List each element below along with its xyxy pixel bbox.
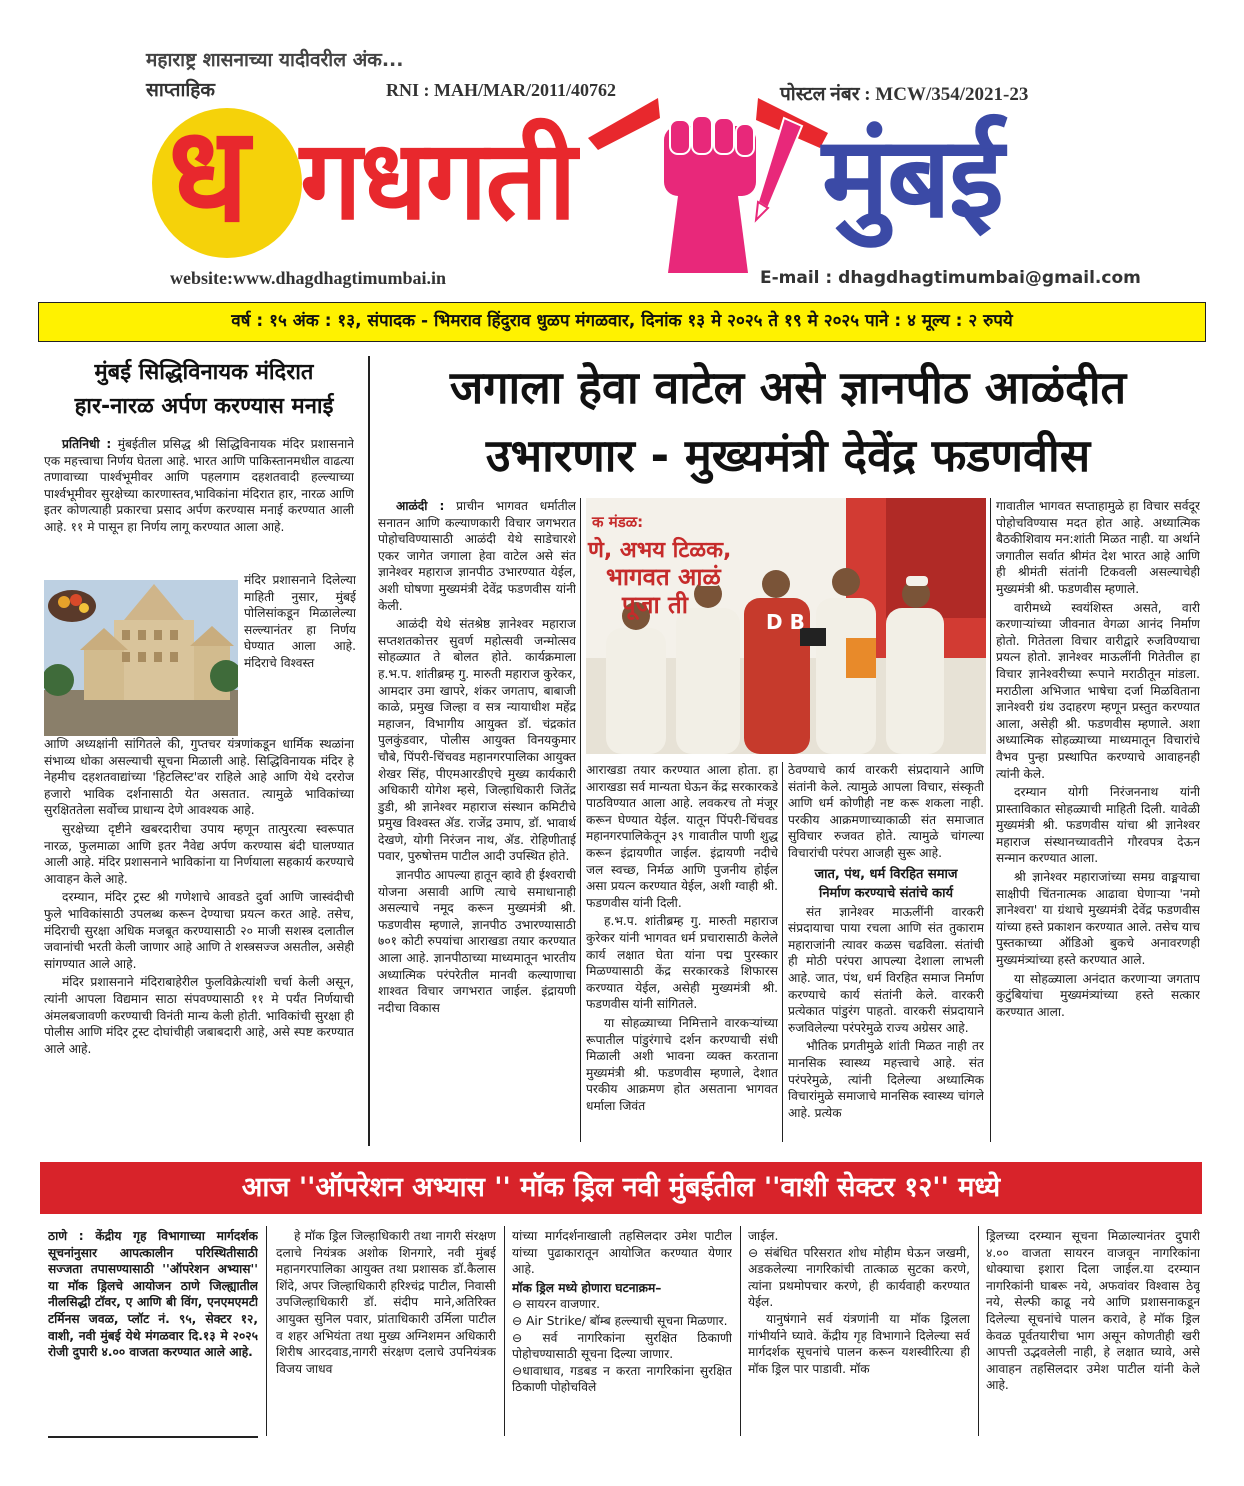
logo-circle-letter: ध [168, 98, 250, 252]
bottom-b3-heading: मॉक ड्रिल मध्ये होणारा घटनाक्रम– [512, 1280, 662, 1295]
photo-banner-1: क मंडळ: [592, 513, 644, 531]
main-c1c-text: ज्ञानपीठ आपल्या हातून व्हावे ही ईश्वराची योजना असावी आणि त्याचे समाधानाही असल्याचे नमूद करून मुख्यमंत्री श्री. फडणवीस म्हणाले, ज्ञानपीठ उभारण्यासाठी ७०१ कोटी रुपयांचा आराखडा तयार करण्यात आला आहे. ज्ञानपीठाच्या माध्यमातून भारतीय अध्यात्मिक परंपरेतील मानवी कल्याणाचा शाश्वत विचार जगभरात जाईल. इंद्रायणी नदीचा विकास [378, 868, 576, 1015]
bottom-b2-text: हे मॉक ड्रिल जिल्हाधिकारी तथा नागरी संरक्षण दलाचे नियंत्रक अशोक शिनगारे, नवी मुंबई महानगरपालिका आयुक्त तथा प्रशासक डॉ.कैलास शिंदे, अपर जिल्हाधिकारी हरिश्चंद्र पाटील, निवासी उपजिल्हाधिकारी डॉ. संदीप माने,अतिरिक्त आयुक्त सुनिल पवार, प्रांताधिकारी उर्मिला पाटील व शहर अभियंता तथा मुख्य अग्निशमन अधिकारी शिरीष आरदवाड,नागरी संरक्षण दलाचे उपनियंत्रक विजय जाधव [276, 1229, 496, 1376]
main-headline-line-1: जगाला हेवा वाटेल असे ज्ञानपीठ आळंदीत [449, 361, 1127, 414]
bottom-b5-text: ड्रिलच्या दरम्यान सूचना मिळाल्यानंतर दुपारी ४.०० वाजता सायरन वाजवून नागरिकांना धोक्याचा इशारा दिला जाईल.या दरम्यान नागरिकांनी घाबरू नये, अफवांवर विश्वास ठेवू नये, सेल्फी काढू नये आणि प्रशासनाकडून दिलेल्या सूचनांचे पालन करावे, हे मॉक ड्रिल केवळ पूर्वतयारीचा भाग असून कोणतीही खरी आपत्ती उद्भवलेली नाही, हे लक्षात घ्यावे, असे आवाहन तहसिलदार उमेश पाटील यांनी केले आहे. [986, 1229, 1200, 1393]
fist-pen-icon [588, 98, 828, 273]
info-bar-text: वर्ष : १५ अंक : १३, संपादक - भिमराव हिंदुराव धुळप मंगळवार, दिनांक १३ मे २०२५ ते १९ मे २०२५ पाने : ४ मूल्य : २ रुपये [231, 311, 1013, 331]
main-col-divider-1 [580, 498, 581, 1142]
rni-number: RNI : MAH/MAR/2011/40762 [386, 80, 616, 100]
bottom-b3-item-4: ⊖धावाधाव, गडबड न करता नागरिकांना सुरक्षित ठिकाणी पोहोचविले [512, 1363, 732, 1395]
main-col-2 [586, 762, 778, 1142]
bottom-b3-item-3: ⊖ सर्व नागरिकांना सुरक्षित ठिकाणी पोहोचण्यासाठी सूचना दिल्या जाणार. [512, 1330, 732, 1362]
weekly-label: साप्ताहिक [146, 79, 215, 101]
main-c3-subhead-2: निर्माण करण्याचे संतांचे कार्य [818, 885, 954, 901]
side-p1b-text: मंदिर प्रशासनाने दिलेल्या माहिती नुसार, मुंबई पोलिसांकडून मिळालेल्या सल्ल्यानंतर हा निर्णय घेण्यात आला आहे. मंदिराचे विश्वस्त [244, 573, 356, 670]
main-c3-subhead-1: जात, पंथ, धर्म विरहित समाज [814, 866, 958, 882]
bottom-col-1-underline [48, 1436, 258, 1438]
side-headline-line-2: हार-नारळ अर्पण करण्यास मनाई [74, 394, 334, 419]
bottom-col-4 [748, 1228, 970, 1438]
gov-list-line: महाराष्ट्र शासनाच्या यादीवरील अंक... [146, 49, 404, 71]
info-bar [38, 302, 1206, 342]
main-col-divider-3 [990, 498, 991, 1142]
main-c2c-text: या सोहळ्याच्या निमित्ताने वारकऱ्यांच्या रूपातील पांडुरंगाचे दर्शन करण्याची संधी मिळाली अशी भावना व्यक्त करताना मुख्यमंत्री श्री. फडणवीस म्हणाले, देशात परकीय आक्रमण होत असताना भागवत धर्माला जिवंत [586, 1015, 778, 1113]
side-story-body [44, 736, 354, 1142]
main-c4b-text: वारीमध्ये स्वयंशिस्त असते, वारी करणाऱ्यांच्या जीवनात वेगळा आनंद निर्माण होतो. गितेतला विचार वारीद्वारे रुजविण्याचा प्रयत्न होतो. ज्ञानेश्वर माऊलींनी गितेतील हा विचार ज्ञानेश्वरीच्या रूपाने मराठीतून मांडला. मराठीला अभिजात भाषेचा दर्जा मिळविताना ज्ञानेश्वरी ग्रंथ उदाहरण म्हणून प्रस्तुत करण्यात आला, असेही श्री. फडणवीस म्हणाले. अशा अध्यात्मिक सोहळ्याच्या माध्यमातून विचारांचे वैभव पुन्हा प्रस्थापित करण्याचे आवाहनही त्यांनी केले. [996, 600, 1200, 781]
bottom-banner [40, 1162, 1202, 1214]
side-headline-line-1: मुंबई सिद्धिविनायक मंदिरात [94, 360, 314, 385]
main-c3c-text: भौतिक प्रगतीमुळे शांती मिळत नाही तर मानसिक स्वास्थ्य महत्त्वाचे आहे. संत परंपरेमुळे, त्यांनी दिलेल्या अध्यात्मिक विचारांमुळे समाजाचे मानसिक स्वास्थ्य चांगले आहे. प्रत्येक [788, 1039, 984, 1120]
main-col-4 [996, 498, 1200, 1142]
temple-photo [44, 580, 238, 736]
postal-number: पोस्टल नंबर : MCW/354/2021-23 [780, 84, 1029, 105]
bottom-col-2 [276, 1228, 496, 1438]
main-c2-text: आराखडा तयार करण्यात आला होता. हा आराखडा सर्व मान्यता घेऊन केंद्र सरकारकडे पाठविण्यात आला आहे. लवकरच तो मंजूर करून घेण्यात येईल. यातून पिंपरी-चिंचवड महानगरपालिकेतून ३९ गावातील पाणी शुद्ध करून इंद्रायणीत जाईल. इंद्रायणी नदीचे जल स्वच्छ, निर्मळ आणि पुजनीय होईल असा प्रयत्न करण्यात येईल, अशी ग्वाही श्री. फडणवीस यांनी दिली. [586, 763, 778, 910]
logo-red-text: गधगती [300, 116, 575, 244]
logo-blue-text: मुंबई [822, 113, 1002, 243]
main-col-3 [788, 762, 984, 1142]
bottom-col-divider-2 [504, 1226, 505, 1436]
side-p2-text: आणि अध्यक्षांनी सांगितले की, गुप्तचर यंत्रणांकडून धार्मिक स्थळांना संभाव्य धोका असल्याची सूचना मिळाली आहे. सिद्धिविनायक मंदिर हे नेहमीच दहशतवाद्यांच्या 'हिटलिस्ट'वर राहिले आहे आणि येथे दररोज हजारो भाविक दर्शनासाठी येत असतात. त्यामुळे भाविकांच्या सुरक्षिततेला सर्वोच्च प्राधान्य देणे आवश्यक आहे. [44, 737, 354, 818]
main-headline [372, 354, 1204, 490]
main-photo [586, 498, 986, 754]
main-c4e-text: या सोहळ्याला अनंदात करणाऱ्या जगताप कुटुंबियांचा मुख्यमंत्र्यांच्या हस्ते सत्कार करण्यात आला. [996, 971, 1200, 1019]
main-c2b-text: ह.भ.प. शांतीब्रम्ह गु. मारुती महाराज कुरेकर यांनी भागवत धर्म प्रचारासाठी केलेले कार्य लक्षात घेता यांना पद्म पुरस्कार मिळण्यासाठी केंद्र सरकारकडे शिफारस करण्यात येईल, असेही मुख्यमंत्री श्री. फडणवीस यांनी सांगितले. [586, 914, 778, 1012]
masthead [0, 0, 1244, 300]
bottom-b4-text: जाईल. [748, 1229, 779, 1243]
photo-banner-3: भागवत आळं [606, 563, 721, 591]
side-p1-text: मुंबईतील प्रसिद्ध श्री सिद्धिविनायक मंदिर प्रशासनाने एक महत्त्वाचा निर्णय घेतला आहे. भारत आणि पाकिस्तानमधील वाढत्या तणावाच्या पार्श्वभूमीवर आणि पहलगाम दहशतवादी हल्ल्याच्या पार्श्वभूमीवर सुरक्षेच्या कारणास्तव,भाविकांना मंदिरात हार, नारळ आणि इतर कोणत्याही प्रकारचा प्रसाद अर्पण करण्यास मनाई करण्यात आली आहे. ११ मे पासून हा निर्णय लागू करण्यात आला आहे. [44, 437, 354, 534]
bottom-banner-text: आज ''ऑपरेशन अभ्यास '' मॉक ड्रिल नवी मुंबईतील ''वाशी सेक्टर १२'' मध्ये [241, 1172, 1001, 1203]
side-lead-bold: प्रतिनिधी : [62, 437, 112, 451]
bottom-b3-item-2: ⊖ Air Strike/ बॉम्ब हल्ल्याची सूचना मिळणार. [512, 1313, 728, 1328]
main-c4c-text: दरम्यान योगी निरंजननाथ यांनी प्रास्ताविकात सोहळ्याची माहिती दिली. यावेळी मुख्यमंत्री श्री. फडणवीस यांचा श्री ज्ञानेश्वर महाराज संस्थानच्यावतीने गौरवपत्र देऊन सन्मान करण्यात आला. [996, 785, 1200, 866]
email: E-mail : dhagdhagtimumbai@gmail.com [760, 268, 1141, 288]
main-col-1 [378, 498, 576, 1142]
side-story-headline [44, 356, 364, 424]
side-story-p1b [244, 572, 356, 742]
photo-banner-2: णे, अभय टिळक, [588, 538, 732, 563]
bottom-col-5 [986, 1228, 1200, 1438]
side-story-divider [368, 356, 370, 1146]
bottom-b3-intro: यांच्या मार्गदर्शनाखाली तहसिलदार उमेश पाटील यांच्या पुढाकारातून आयोजित करण्यात येणार आहे. [512, 1229, 732, 1277]
photo-banner-5: D B [766, 610, 805, 634]
bottom-b4-item-1: ⊖ संबंधित परिसरात शोध मोहीम घेऊन जखमी, अडकलेल्या नागरिकांची तात्काळ सुटका करणे, त्यांना प्रथमोपचार करणे, ही कार्यवाही करण्यात येईल. [748, 1245, 970, 1310]
bottom-col-3 [512, 1228, 732, 1438]
side-p3-text: सुरक्षेच्या दृष्टीने खबरदारीचा उपाय म्हणून तात्पुरत्या स्वरूपात नारळ, फुलमाळा आणि इतर नैवेद्य अर्पण करण्यास बंदी घालण्यात आली आहे. मंदिर प्रशासनाने भाविकांना या निर्णयाला सहकार्य करण्याचे आवाहन केले आहे. [44, 821, 354, 886]
main-c4d-text: श्री ज्ञानेश्वर महाराजांच्या समग्र वाङ्मयाचा साक्षीपी चिंतनात्मक आढावा घेणाऱ्या 'नमो ज्ञानेश्वरा' या ग्रंथाचे मुख्यमंत्री देवेंद्र फडणवीस यांच्या हस्ते प्रकाशन करण्यात आले. तसेच याच पुस्तकाच्या ऑडिओ बुकचे अनावरणही मुख्यमंत्र्यांच्या हस्ते करण्यात आले. [996, 870, 1200, 968]
bottom-b3-item-1: ⊖ सायरन वाजणार. [512, 1297, 600, 1312]
temple-image [44, 580, 238, 736]
bottom-col-1 [48, 1228, 258, 1434]
main-headline-line-2: उभारणार - मुख्यमंत्री देवेंद्र फडणवीस [485, 429, 1091, 482]
main-c3b-text: संत ज्ञानेश्वर माऊलींनी वारकरी संप्रदायाचा पाया रचला आणि संत तुकाराम महाराजांनी त्यावर कळस चढविला. संतांची ही मोठी परंपरा आपल्या देशाला लाभली आहे. जात, पंथ, धर्म विरहित समाज निर्माण करण्याचे कार्य संतांनी केले. वारकरी प्रत्येकात पांडुरंग पाहतो. वारकरी संप्रदायाने रुजविलेल्या परंपरेमुळे राज्य अग्रेसर आहे. [788, 904, 984, 1035]
side-p5-text: मंदिर प्रशासनाने मंदिराबाहेरील फुलविक्रेत्यांशी चर्चा केली असून, त्यांनी आपला विद्यमान साठा संपवण्यासाठी ११ मे पर्यंत निर्णयाची अंमलबजावणी करण्याची विनंती मान्य केली होती. भाविकांची सुरक्षा ही पोलीस आणि मंदिर ट्रस्ट दोघांचीही जबाबदारी आहे, असे स्पष्ट करण्यात आले आहे. [44, 975, 354, 1056]
side-story-p1 [44, 436, 354, 578]
website: website:www.dhagdhagtimumbai.in [170, 268, 447, 288]
main-lead-bold: आळंदी : [396, 499, 445, 513]
side-p4-text: दरम्यान, मंदिर ट्रस्ट श्री गणेशाचे आवडते दुर्वा आणि जास्वंदीची फुले भाविकांसाठी उपलब्ध करून देण्याचा प्रयत्न करत आहे. तसेच, मंदिराची सुरक्षा अधिक मजबूत करण्यासाठी २० माजी सशस्त्र दलातील जवानांची भरती केली जाणार आहे आणि ते शस्त्रसज्ज असतील, असेही सांगण्यात आले आहे. [44, 890, 354, 971]
bottom-col-divider-4 [978, 1226, 979, 1436]
bottom-b4-para: यानुषंगाने सर्व यंत्रणांनी या मॉक ड्रिलला गांभीर्याने घ्यावे. केंद्रीय गृह विभागाने दिलेल्या सर्व मार्गदर्शक सूचनांचे पालन करून यशस्वीरित्या ही मॉक ड्रिल पार पाडावी. मॉक [748, 1311, 970, 1376]
bottom-col-divider-3 [740, 1226, 741, 1436]
main-col-divider-2 [782, 762, 783, 1142]
main-c4-text: गावातील भागवत सप्ताहामुळे हा विचार सर्वदूर पोहोचविण्यास मदत होत आहे. अध्यात्मिक बैठकीशिवाय मन:शांती मिळत नाही. या अर्थाने जगातील सर्वात श्रीमंत देश भारत आहे आणि ही श्रीमंती संतांनी टिकवली असल्याचेही मुख्यमंत्री श्री. फडणवीस म्हणाले. [996, 499, 1200, 596]
main-c1-text: प्राचीन भागवत धर्मातील सनातन आणि कल्याणकारी विचार जगभरात पोहोचविण्यासाठी आळंदी येथे साडेचारशे एकर जागेत जगाला हेवा वाटेल असे संत ज्ञानेश्वर महाराज ज्ञानपीठ उभारण्यात येईल, अशी घोषणा मुख्यमंत्री देवेंद्र फडणवीस यांनी केली. [378, 499, 576, 613]
photo-banner-4: पूजा ती [622, 591, 688, 619]
main-c3-text: ठेवण्याचे कार्य वारकरी संप्रदायाने आणि संतांनी केले. त्यामुळे आपला विचार, संस्कृती आणि धर्म कोणीही नष्ट करू शकला नाही. परकीय आक्रमणाच्याकाळी संत समाजात सुविचार रुजवत होते. त्यामुळे चांगल्या विचारांची परंपरा आजही सुरू आहे. [788, 763, 984, 860]
bottom-b1-text: ठाणे : केंद्रीय गृह विभागाच्या मार्गदर्शक सूचनांनुसार आपत्कालीन परिस्थितीसाठी सज्जता तपासण्यासाठी ''ऑपरेशन अभ्यास'' या मॉक ड्रिलचे आयोजन ठाणे जिल्ह्यातील नीलसिद्धी टॉवर, ए आणि बी विंग, एनएमएमटी टर्मिनस जवळ, प्लॉट नं. ९५, सेक्टर १२, वाशी, नवी मुंबई येथे मंगळवार दि.१३ मे २०२५ रोजी दुपारी ४.०० वाजता करण्यात आले आहे. [48, 1229, 258, 1360]
main-c1b-text: आळंदी येथे संतश्रेष्ठ ज्ञानेश्वर महाराज सप्तशतकोत्तर सुवर्ण महोत्सवी जन्मोत्सव सोहळ्यात ते बोलत होते. कार्यक्रमाला ह.भ.प. शांतीब्रम्ह गु. मारुती महाराज कुरेकर, आमदार उमा खापरे, शंकर जगताप, बाबाजी काळे, प्रमुख जिल्हा व सत्र न्यायाधीश महेंद्र महाजन, विभागीय आयुक्त डॉ. चंद्रकांत पुलकुंडवार, पोलीस आयुक्त विनयकुमार चौबे, पिंपरी-चिंचवड महानगरपालिका आयुक्त शेखर सिंह, पीएमआरडीएचे मुख्य कार्यकारी अधिकारी योगेश म्हसे, जिल्हाधिकारी जितेंद्र डुडी, श्री ज्ञानेश्वर महाराज संस्थान कमिटीचे प्रमुख विश्वस्त ॲड. राजेंद्र उमाप, डॉ. भावार्थ देखणे, योगी निरंजन नाथ, ॲड. रोहिणीताई पवार, पुरुषोत्तम पाटील आदी उपस्थित होते. [378, 617, 576, 864]
bottom-col-divider-1 [266, 1226, 267, 1436]
